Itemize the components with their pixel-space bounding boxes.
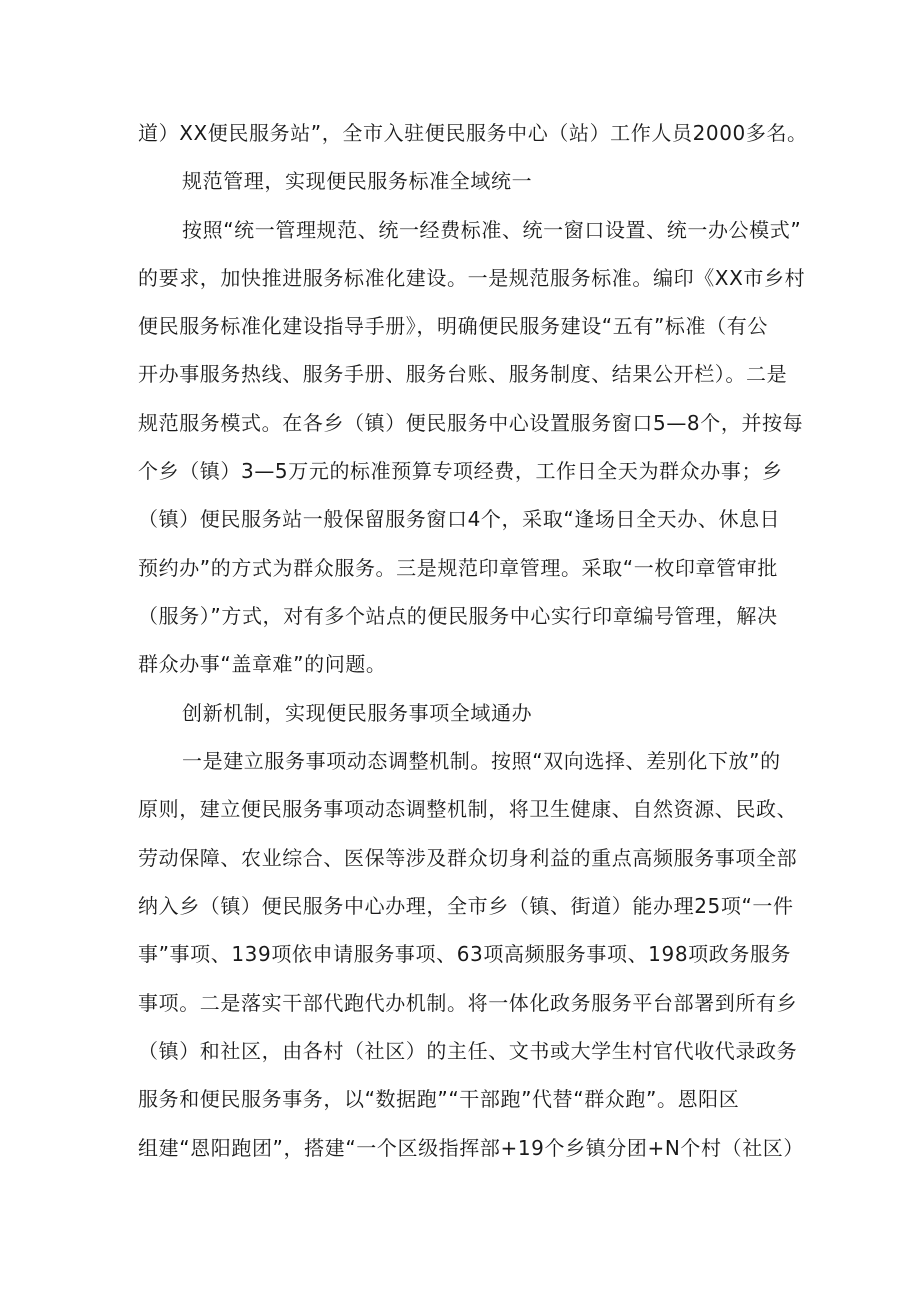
paragraph-line: 群众办事“盖章难”的问题。 <box>138 652 387 676</box>
paragraph-line: 原则，建立便民服务事项动态调整机制，将卫生健康、自然资源、民政、 <box>138 797 798 821</box>
paragraph-line: （镇）和社区，由各村（社区）的主任、文书或大学生村官代收代录政务 <box>138 1039 798 1063</box>
paragraph-line: 便民服务标准化建设指导手册》，明确便民服务建设“五有”标准（有公 <box>138 314 768 338</box>
paragraph-line: （服务）”方式，对有多个站点的便民服务中心实行印章编号管理，解决 <box>138 604 778 628</box>
paragraph-line: 预约办”的方式为群众服务。三是规范印章管理。采取“一枚印章管审批 <box>138 556 778 580</box>
section-heading: 规范管理，实现便民服务标准全域统一 <box>182 169 533 193</box>
paragraph-line: 开办事服务热线、服务手册、服务台账、服务制度、结果公开栏）。二是 <box>138 362 788 386</box>
section-heading: 创新机制，实现便民服务事项全域通办 <box>182 701 533 725</box>
paragraph-line: 纳入乡（镇）便民服务中心办理，全市乡（镇、街道）能办理25项“一件 <box>138 894 794 918</box>
paragraph-line: 道）XX便民服务站”，全市入驻便民服务中心（站）工作人员2000多名。 <box>138 121 808 145</box>
paragraph-line: 规范服务模式。在各乡（镇）便民服务中心设置服务窗口5—8个，并按每 <box>138 411 804 435</box>
paragraph-line: 事项。二是落实干部代跑代办机制。将一体化政务服务平台部署到所有乡 <box>138 991 798 1015</box>
paragraph-line: 服务和便民服务事务，以“数据跑”“干部跑”代替“群众跑”。恩阳区 <box>138 1087 740 1111</box>
paragraph-line: 的要求，加快推进服务标准化建设。一是规范服务标准。编印《XX市乡村 <box>138 266 806 290</box>
paragraph-line: 组建“恩阳跑团”，搭建“一个区级指挥部+19个乡镇分团+N个村（社区） <box>138 1136 805 1160</box>
paragraph-line: 按照“统一管理规范、统一经费标准、统一窗口设置、统一办公模式” <box>182 218 802 242</box>
paragraph-line: 劳动保障、农业综合、医保等涉及群众切身利益的重点高频服务事项全部 <box>138 846 798 870</box>
paragraph-line: 事”事项、139项依申请服务事项、63项高频服务事项、198项政务服务 <box>138 942 792 966</box>
paragraph-line: 个乡（镇）3—5万元的标准预算专项经费，工作日全天为群众办事；乡 <box>138 459 783 483</box>
paragraph-line: 一是建立服务事项动态调整机制。按照“双向选择、差别化下放”的 <box>182 749 781 773</box>
paragraph-line: （镇）便民服务站一般保留服务窗口4个，采取“逢场日全天办、休息日 <box>138 507 781 531</box>
